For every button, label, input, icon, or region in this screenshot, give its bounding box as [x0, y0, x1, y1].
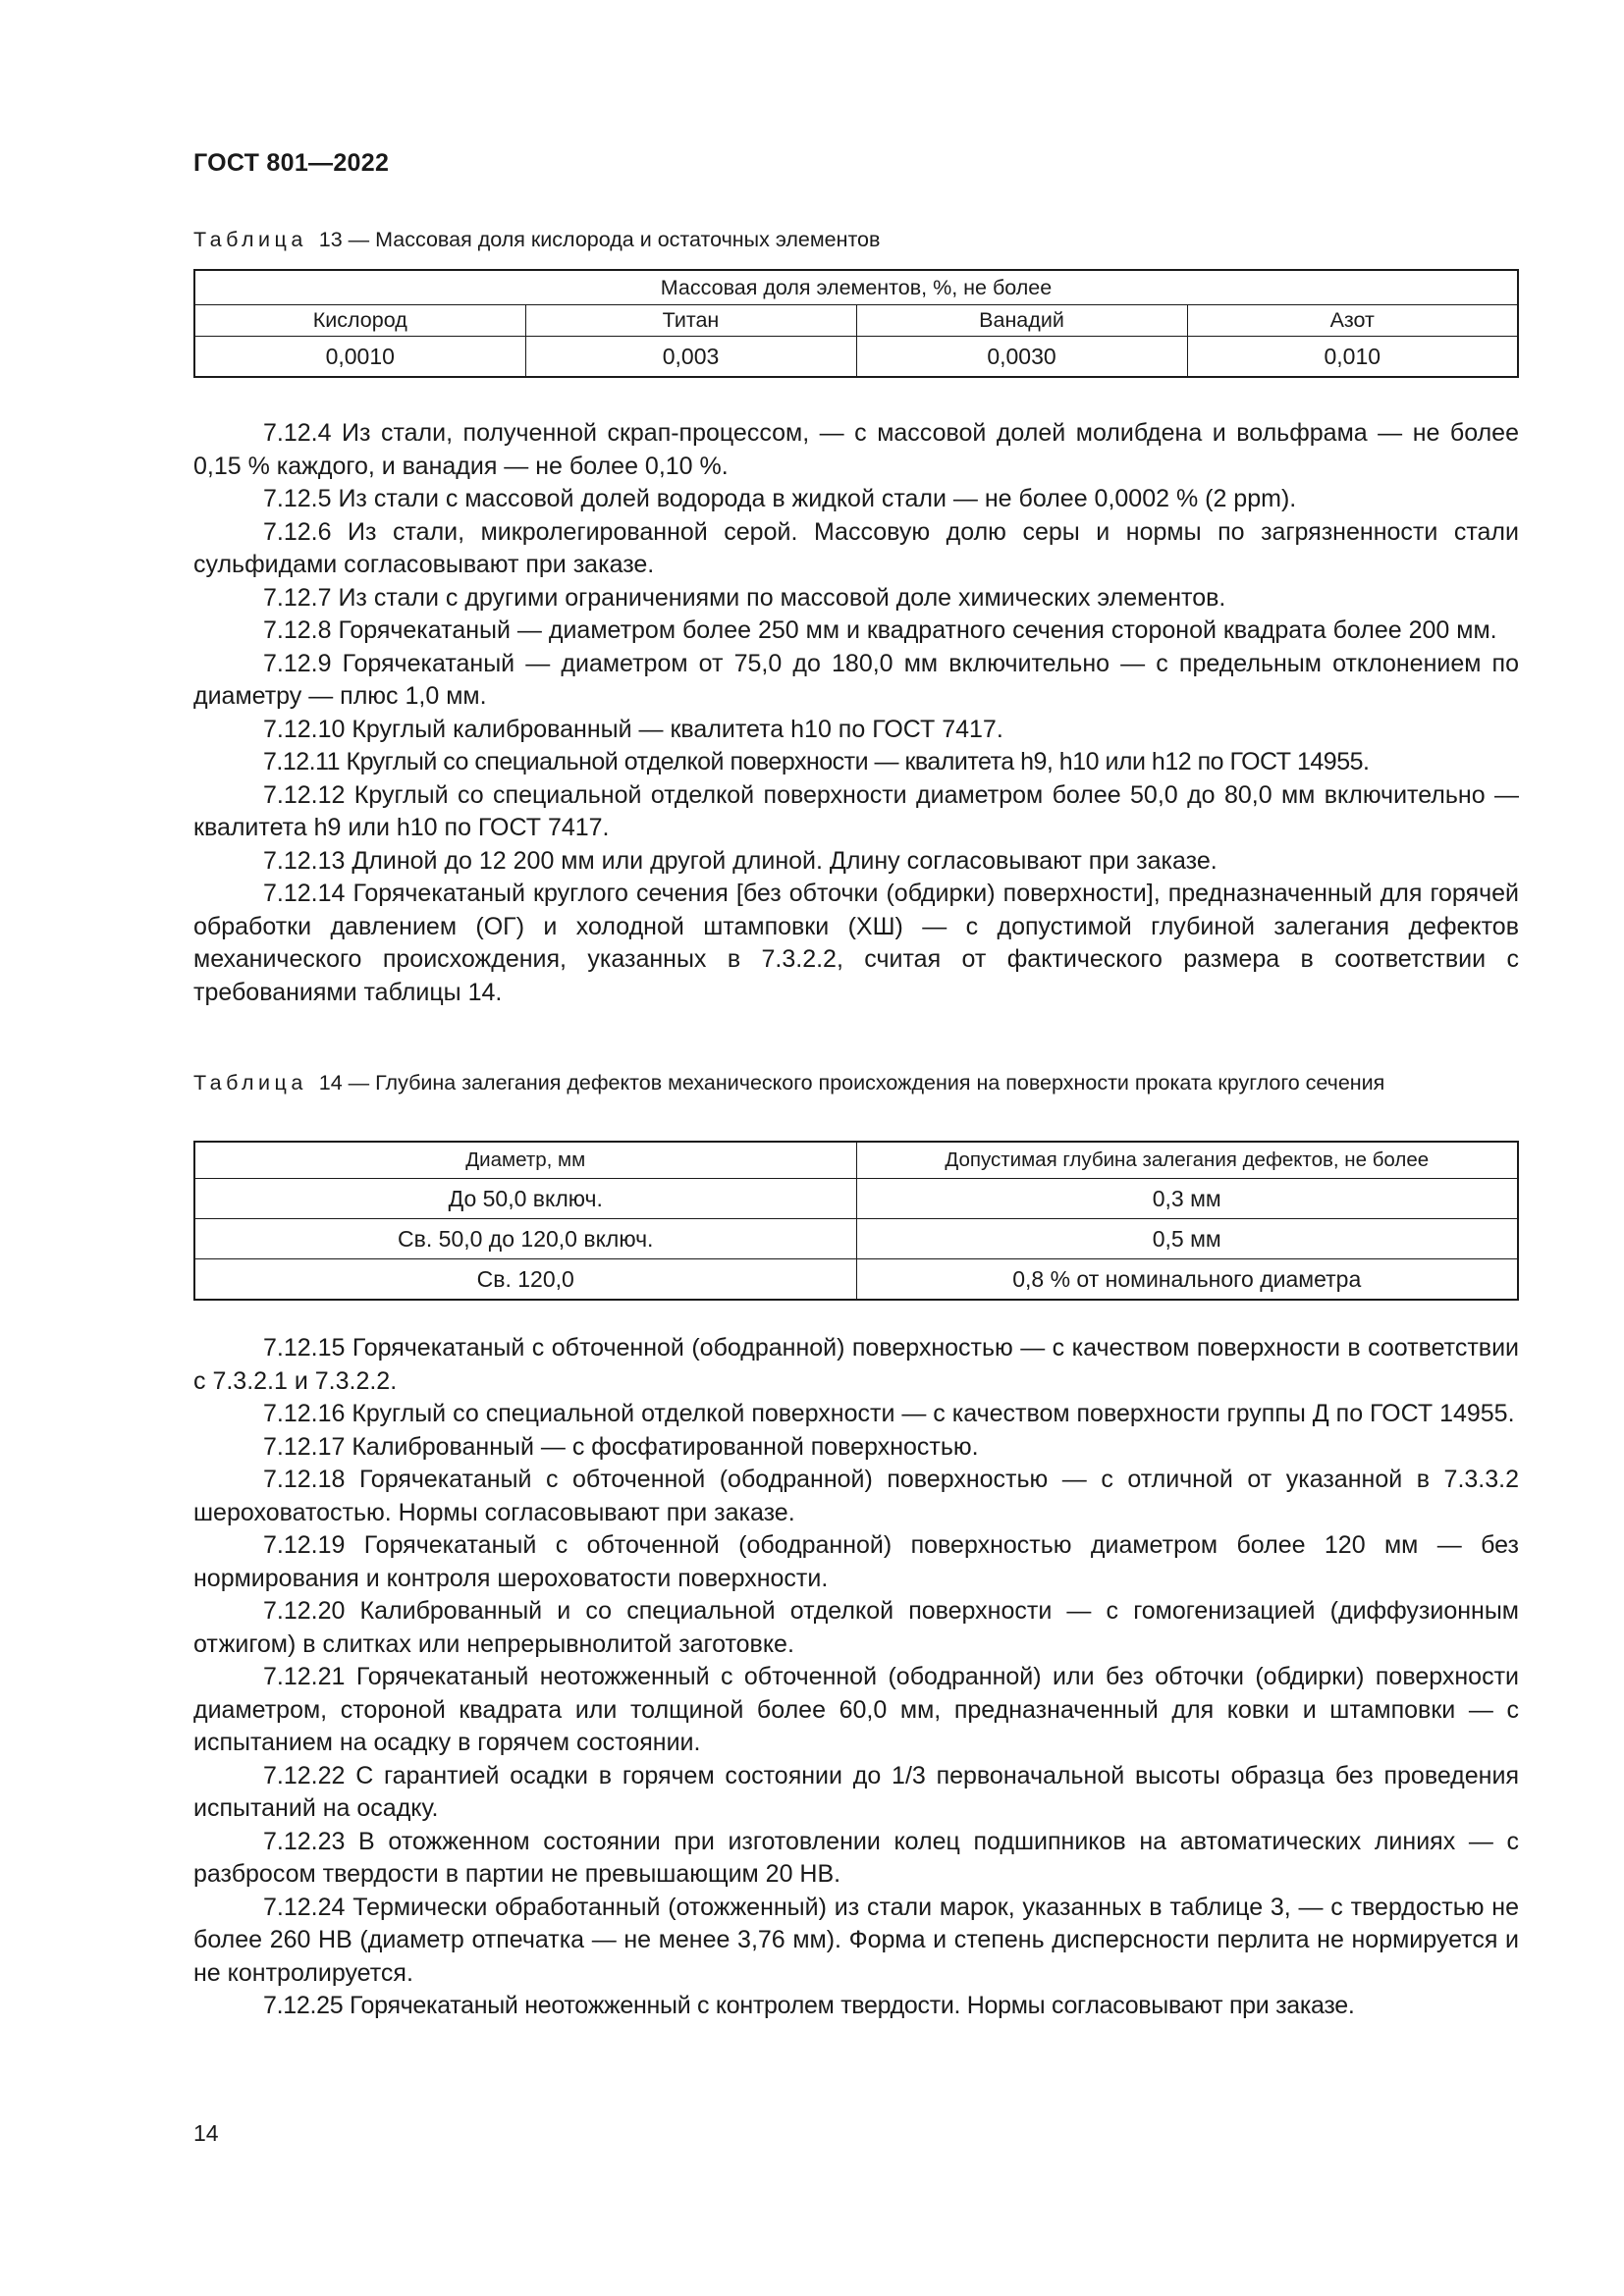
table-14 — [193, 1141, 1519, 1301]
paragraph-block-b — [193, 1332, 1519, 2023]
table-13-span-header: Массовая доля элементов, %, не более — [194, 270, 1518, 305]
table-13-col-header: Титан — [525, 305, 856, 337]
table-13-cell: 0,010 — [1187, 337, 1518, 378]
paragraph-7-12-8: 7.12.8 Горячекатаный — диаметром более 250 мм и квадратного сечения стороной квадрата более 200 мм. — [263, 616, 1497, 644]
paragraph-7-12-19: 7.12.19 Горячекатаный с обточенной (ободранной) поверхностью диаметром более 120 мм — без нормирования и контроля шероховатости поверхности. — [193, 1531, 1519, 1592]
paragraph-7-12-15: 7.12.15 Горячекатаный с обточенной (ободранной) поверхностью — с качеством поверхности в соответствии с 7.3.2.1 и 7.3.2.2. — [193, 1334, 1519, 1395]
table-row — [194, 1259, 1518, 1301]
paragraph-7-12-22: 7.12.22 С гарантией осадки в горячем состоянии до 1/3 первоначальной высоты образца без проведения испытаний на осадку. — [193, 1761, 1519, 1822]
table-14-cell: 0,5 мм — [856, 1219, 1518, 1259]
paragraph-7-12-23: 7.12.23 В отожженном состоянии при изготовлении колец подшипников на автоматических линиях — с разбросом твердости в партии не превышающим 20 НВ. — [193, 1827, 1519, 1888]
paragraph-7-12-11: 7.12.11 Круглый со специальной отделкой поверхности — квалитета h9, h10 или h12 по ГОСТ 14955. — [263, 748, 1370, 775]
table-13-caption — [193, 227, 1519, 253]
paragraph-block-a — [193, 417, 1519, 1009]
table-13-cell: 0,0010 — [194, 337, 525, 378]
paragraph-7-12-20: 7.12.20 Калиброванный и со специальной отделкой поверхности — с гомогенизацией (диффузионным отжигом) в слитках или непрерывнолитой заготовке. — [193, 1597, 1519, 1658]
table-14-caption — [193, 1070, 1519, 1096]
paragraph-7-12-17: 7.12.17 Калиброванный — с фосфатированной поверхностью. — [263, 1432, 979, 1461]
paragraph-7-12-12: 7.12.12 Круглый со специальной отделкой поверхности диаметром более 50,0 до 80,0 мм включительно — квалитета h9 или h10 по ГОСТ 7417. — [193, 780, 1519, 841]
table-13-cell: 0,003 — [525, 337, 856, 378]
table-14-cell: Св. 120,0 — [194, 1259, 856, 1301]
table-row — [194, 1179, 1518, 1219]
paragraph-7-12-5: 7.12.5 Из стали с массовой долей водорода в жидкой стали — не более 0,0002 % (2 ppm). — [263, 485, 1297, 512]
table-14-title: 14 — Глубина залегания дефектов механического происхождения на поверхности проката круглого сечения — [318, 1071, 1385, 1095]
table-14-cell: 0,3 мм — [856, 1179, 1518, 1219]
document-title: ГОСТ 801—2022 — [193, 149, 390, 177]
page-number: 14 — [193, 2120, 219, 2146]
table-14-cell: 0,8 % от номинального диаметра — [856, 1259, 1518, 1301]
paragraph-7-12-24: 7.12.24 Термически обработанный (отожженный) из стали марок, указанных в таблице 3, — с твердостью не более 260 НВ (диаметр отпечатка — не менее 3,76 мм). Форма и степень дисперсности перлита не нормируется и не контролируется. — [193, 1893, 1519, 1987]
paragraph-7-12-16: 7.12.16 Круглый со специальной отделкой поверхности — с качеством поверхности группы Д по ГОСТ 14955. — [263, 1400, 1515, 1427]
paragraph-7-12-18: 7.12.18 Горячекатаный с обточенной (ободранной) поверхностью — с отличной от указанной в 7.3.3.2 шероховатостью. Нормы согласовывают при заказе. — [193, 1466, 1519, 1526]
table-13-col-header: Кислород — [194, 305, 525, 337]
table-13-col-header: Азот — [1187, 305, 1518, 337]
table-13-cell: 0,0030 — [856, 337, 1187, 378]
table-13-title: 13 — Массовая доля кислорода и остаточных элементов — [318, 228, 881, 251]
paragraph-7-12-14: 7.12.14 Горячекатаный круглого сечения [без обточки (обдирки) поверхности], предназначенный для горячей обработки давлением (ОГ) и холодной штамповки (ХШ) — с допустимой глубиной залегания дефектов механического происхождения, указанных в 7.3.2.2, считая от фактического размера в соответствии с требованиями таблицы 14. — [193, 880, 1519, 1006]
table-14-cell: Св. 50,0 до 120,0 включ. — [194, 1219, 856, 1259]
table-14-cell: До 50,0 включ. — [194, 1179, 856, 1219]
paragraph-7-12-25: 7.12.25 Горячекатаный неотожженный с контролем твердости. Нормы согласовывают при заказе. — [263, 1992, 1355, 2019]
table-13-label: Таблица — [193, 228, 307, 251]
paragraph-7-12-21: 7.12.21 Горячекатаный неотожженный с обточенной (ободранной) или без обточки (обдирки) поверхности диаметром, стороной квадрата или толщиной более 60,0 мм, предназначенный для ковки и штамповки — с испытанием на осадку в горячем состоянии. — [193, 1663, 1519, 1756]
table-row — [194, 1219, 1518, 1259]
paragraph-7-12-6: 7.12.6 Из стали, микролегированной серой. Массовую долю серы и нормы по загрязненности стали сульфидами согласовывают при заказе. — [193, 517, 1519, 578]
paragraph-7-12-10: 7.12.10 Круглый калиброванный — квалитета h10 по ГОСТ 7417. — [263, 715, 1003, 743]
paragraph-7-12-7: 7.12.7 Из стали с другими ограничениями по массовой доле химических элементов. — [263, 583, 1226, 612]
table-13 — [193, 269, 1519, 378]
paragraph-7-12-13: 7.12.13 Длиной до 12 200 мм или другой длиной. Длину согласовывают при заказе. — [263, 846, 1218, 875]
table-14-col-header: Допустимая глубина залегания дефектов, не более — [856, 1142, 1518, 1179]
paragraph-7-12-4: 7.12.4 Из стали, полученной скрап-процессом, — с массовой долей молибдена и вольфрама — не более 0,15 % каждого, и ванадия — не более 0,10 %. — [193, 419, 1519, 480]
table-14-col-header: Диаметр, мм — [194, 1142, 856, 1179]
table-13-col-header: Ванадий — [856, 305, 1187, 337]
table-14-label: Таблица — [193, 1071, 307, 1095]
paragraph-7-12-9: 7.12.9 Горячекатаный — диаметром от 75,0 до 180,0 мм включительно — с предельным отклонением по диаметру — плюс 1,0 мм. — [193, 649, 1519, 710]
